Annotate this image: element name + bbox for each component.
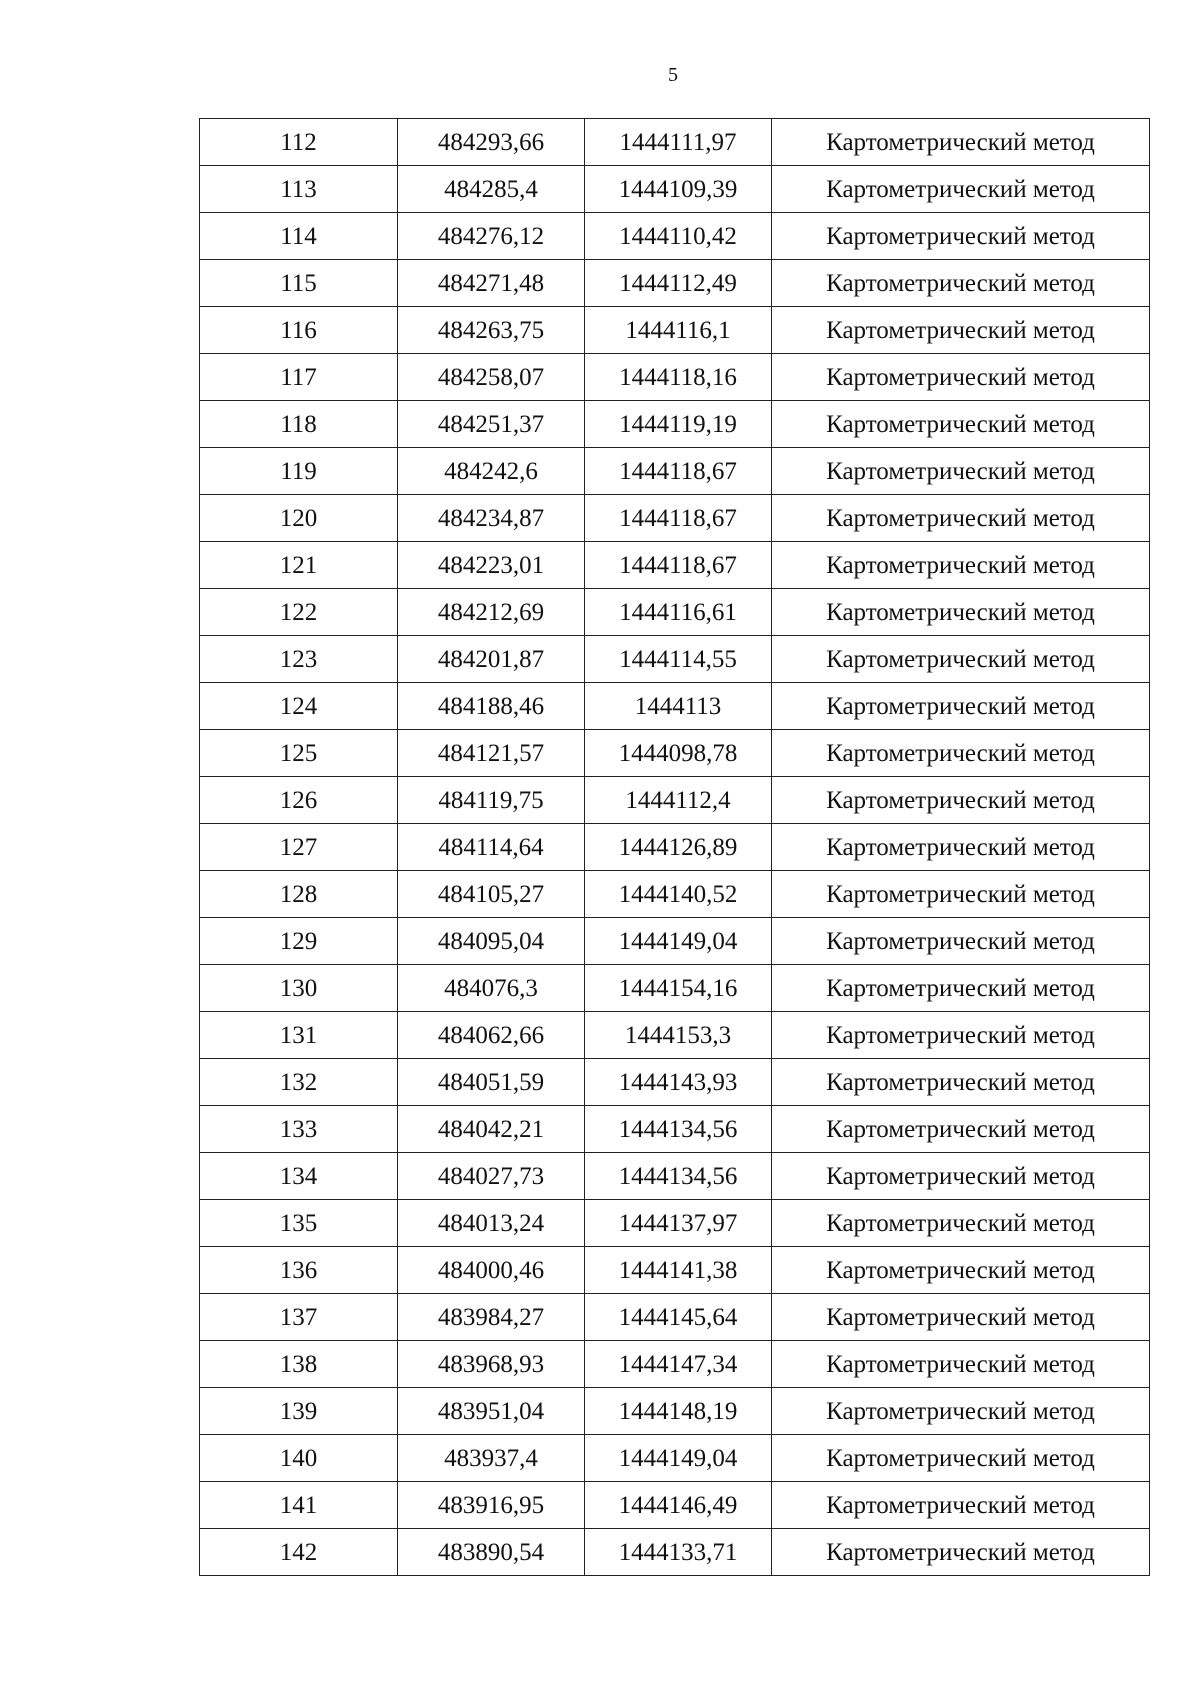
y-coordinate-cell: 1444118,67	[585, 542, 772, 589]
x-coordinate-cell: 484258,07	[398, 354, 585, 401]
point-number-cell: 120	[200, 495, 398, 542]
y-coordinate-cell: 1444146,49	[585, 1482, 772, 1529]
table-row	[200, 1294, 1150, 1341]
x-coordinate-cell: 484263,75	[398, 307, 585, 354]
table-row	[200, 871, 1150, 918]
coordinates-table-body	[200, 119, 1150, 1576]
x-coordinate-cell: 484000,46	[398, 1247, 585, 1294]
table-row	[200, 1153, 1150, 1200]
x-coordinate-cell: 484042,21	[398, 1106, 585, 1153]
page-number: 5	[668, 64, 678, 86]
y-coordinate-cell: 1444141,38	[585, 1247, 772, 1294]
method-cell: Картометрический метод	[772, 260, 1150, 307]
x-coordinate-cell: 484223,01	[398, 542, 585, 589]
y-coordinate-cell: 1444118,67	[585, 495, 772, 542]
method-cell: Картометрический метод	[772, 1341, 1150, 1388]
x-coordinate-cell: 484062,66	[398, 1012, 585, 1059]
point-number-cell: 112	[200, 119, 398, 166]
x-coordinate-cell: 483890,54	[398, 1529, 585, 1576]
y-coordinate-cell: 1444112,4	[585, 777, 772, 824]
table-row	[200, 401, 1150, 448]
table-row	[200, 354, 1150, 401]
y-coordinate-cell: 1444126,89	[585, 824, 772, 871]
point-number-cell: 119	[200, 448, 398, 495]
x-coordinate-cell: 484119,75	[398, 777, 585, 824]
point-number-cell: 138	[200, 1341, 398, 1388]
point-number-cell: 124	[200, 683, 398, 730]
method-cell: Картометрический метод	[772, 1435, 1150, 1482]
x-coordinate-cell: 484114,64	[398, 824, 585, 871]
table-row	[200, 1341, 1150, 1388]
table-row	[200, 683, 1150, 730]
method-cell: Картометрический метод	[772, 1059, 1150, 1106]
method-cell: Картометрический метод	[772, 448, 1150, 495]
y-coordinate-cell: 1444153,3	[585, 1012, 772, 1059]
method-cell: Картометрический метод	[772, 1200, 1150, 1247]
x-coordinate-cell: 484105,27	[398, 871, 585, 918]
x-coordinate-cell: 484271,48	[398, 260, 585, 307]
method-cell: Картометрический метод	[772, 1153, 1150, 1200]
y-coordinate-cell: 1444149,04	[585, 1435, 772, 1482]
point-number-cell: 129	[200, 918, 398, 965]
method-cell: Картометрический метод	[772, 166, 1150, 213]
point-number-cell: 114	[200, 213, 398, 260]
x-coordinate-cell: 483968,93	[398, 1341, 585, 1388]
y-coordinate-cell: 1444140,52	[585, 871, 772, 918]
method-cell: Картометрический метод	[772, 1529, 1150, 1576]
x-coordinate-cell: 483937,4	[398, 1435, 585, 1482]
table-row	[200, 636, 1150, 683]
table-row	[200, 542, 1150, 589]
point-number-cell: 118	[200, 401, 398, 448]
x-coordinate-cell: 484293,66	[398, 119, 585, 166]
x-coordinate-cell: 484051,59	[398, 1059, 585, 1106]
y-coordinate-cell: 1444113	[585, 683, 772, 730]
method-cell: Картометрический метод	[772, 401, 1150, 448]
point-number-cell: 139	[200, 1388, 398, 1435]
y-coordinate-cell: 1444145,64	[585, 1294, 772, 1341]
x-coordinate-cell: 484188,46	[398, 683, 585, 730]
table-row	[200, 1247, 1150, 1294]
point-number-cell: 136	[200, 1247, 398, 1294]
method-cell: Картометрический метод	[772, 824, 1150, 871]
table-row	[200, 730, 1150, 777]
x-coordinate-cell: 484121,57	[398, 730, 585, 777]
table-row	[200, 918, 1150, 965]
x-coordinate-cell: 483916,95	[398, 1482, 585, 1529]
y-coordinate-cell: 1444154,16	[585, 965, 772, 1012]
method-cell: Картометрический метод	[772, 1388, 1150, 1435]
table-row	[200, 213, 1150, 260]
y-coordinate-cell: 1444148,19	[585, 1388, 772, 1435]
x-coordinate-cell: 484234,87	[398, 495, 585, 542]
table-row	[200, 965, 1150, 1012]
y-coordinate-cell: 1444119,19	[585, 401, 772, 448]
table-row	[200, 495, 1150, 542]
point-number-cell: 135	[200, 1200, 398, 1247]
table-row	[200, 166, 1150, 213]
coordinates-table	[199, 118, 1150, 1576]
x-coordinate-cell: 484076,3	[398, 965, 585, 1012]
y-coordinate-cell: 1444134,56	[585, 1153, 772, 1200]
x-coordinate-cell: 484027,73	[398, 1153, 585, 1200]
point-number-cell: 142	[200, 1529, 398, 1576]
y-coordinate-cell: 1444114,55	[585, 636, 772, 683]
point-number-cell: 130	[200, 965, 398, 1012]
x-coordinate-cell: 484276,12	[398, 213, 585, 260]
table-row	[200, 448, 1150, 495]
y-coordinate-cell: 1444118,16	[585, 354, 772, 401]
point-number-cell: 131	[200, 1012, 398, 1059]
method-cell: Картометрический метод	[772, 589, 1150, 636]
y-coordinate-cell: 1444134,56	[585, 1106, 772, 1153]
x-coordinate-cell: 484095,04	[398, 918, 585, 965]
y-coordinate-cell: 1444118,67	[585, 448, 772, 495]
x-coordinate-cell: 484201,87	[398, 636, 585, 683]
table-row	[200, 260, 1150, 307]
point-number-cell: 128	[200, 871, 398, 918]
y-coordinate-cell: 1444109,39	[585, 166, 772, 213]
method-cell: Картометрический метод	[772, 119, 1150, 166]
point-number-cell: 115	[200, 260, 398, 307]
table-row	[200, 1388, 1150, 1435]
y-coordinate-cell: 1444110,42	[585, 213, 772, 260]
x-coordinate-cell: 484251,37	[398, 401, 585, 448]
method-cell: Картометрический метод	[772, 1482, 1150, 1529]
x-coordinate-cell: 483951,04	[398, 1388, 585, 1435]
table-row	[200, 119, 1150, 166]
point-number-cell: 121	[200, 542, 398, 589]
method-cell: Картометрический метод	[772, 918, 1150, 965]
point-number-cell: 127	[200, 824, 398, 871]
point-number-cell: 113	[200, 166, 398, 213]
point-number-cell: 117	[200, 354, 398, 401]
method-cell: Картометрический метод	[772, 1247, 1150, 1294]
x-coordinate-cell: 484013,24	[398, 1200, 585, 1247]
x-coordinate-cell: 484212,69	[398, 589, 585, 636]
table-row	[200, 1106, 1150, 1153]
y-coordinate-cell: 1444133,71	[585, 1529, 772, 1576]
table-row	[200, 1482, 1150, 1529]
point-number-cell: 134	[200, 1153, 398, 1200]
point-number-cell: 126	[200, 777, 398, 824]
point-number-cell: 132	[200, 1059, 398, 1106]
method-cell: Картометрический метод	[772, 636, 1150, 683]
method-cell: Картометрический метод	[772, 683, 1150, 730]
method-cell: Картометрический метод	[772, 213, 1150, 260]
method-cell: Картометрический метод	[772, 871, 1150, 918]
y-coordinate-cell: 1444116,61	[585, 589, 772, 636]
method-cell: Картометрический метод	[772, 542, 1150, 589]
x-coordinate-cell: 483984,27	[398, 1294, 585, 1341]
x-coordinate-cell: 484242,6	[398, 448, 585, 495]
y-coordinate-cell: 1444116,1	[585, 307, 772, 354]
method-cell: Картометрический метод	[772, 1106, 1150, 1153]
y-coordinate-cell: 1444112,49	[585, 260, 772, 307]
y-coordinate-cell: 1444111,97	[585, 119, 772, 166]
table-row	[200, 1435, 1150, 1482]
y-coordinate-cell: 1444149,04	[585, 918, 772, 965]
table-row	[200, 1059, 1150, 1106]
x-coordinate-cell: 484285,4	[398, 166, 585, 213]
method-cell: Картометрический метод	[772, 307, 1150, 354]
y-coordinate-cell: 1444143,93	[585, 1059, 772, 1106]
point-number-cell: 137	[200, 1294, 398, 1341]
y-coordinate-cell: 1444137,97	[585, 1200, 772, 1247]
y-coordinate-cell: 1444147,34	[585, 1341, 772, 1388]
point-number-cell: 140	[200, 1435, 398, 1482]
table-row	[200, 1529, 1150, 1576]
table-row	[200, 589, 1150, 636]
table-row	[200, 1200, 1150, 1247]
point-number-cell: 123	[200, 636, 398, 683]
method-cell: Картометрический метод	[772, 777, 1150, 824]
point-number-cell: 122	[200, 589, 398, 636]
method-cell: Картометрический метод	[772, 965, 1150, 1012]
method-cell: Картометрический метод	[772, 1012, 1150, 1059]
table-row	[200, 777, 1150, 824]
method-cell: Картометрический метод	[772, 730, 1150, 777]
point-number-cell: 141	[200, 1482, 398, 1529]
y-coordinate-cell: 1444098,78	[585, 730, 772, 777]
method-cell: Картометрический метод	[772, 354, 1150, 401]
table-row	[200, 1012, 1150, 1059]
method-cell: Картометрический метод	[772, 1294, 1150, 1341]
point-number-cell: 133	[200, 1106, 398, 1153]
table-row	[200, 307, 1150, 354]
table-row	[200, 824, 1150, 871]
point-number-cell: 116	[200, 307, 398, 354]
method-cell: Картометрический метод	[772, 495, 1150, 542]
point-number-cell: 125	[200, 730, 398, 777]
